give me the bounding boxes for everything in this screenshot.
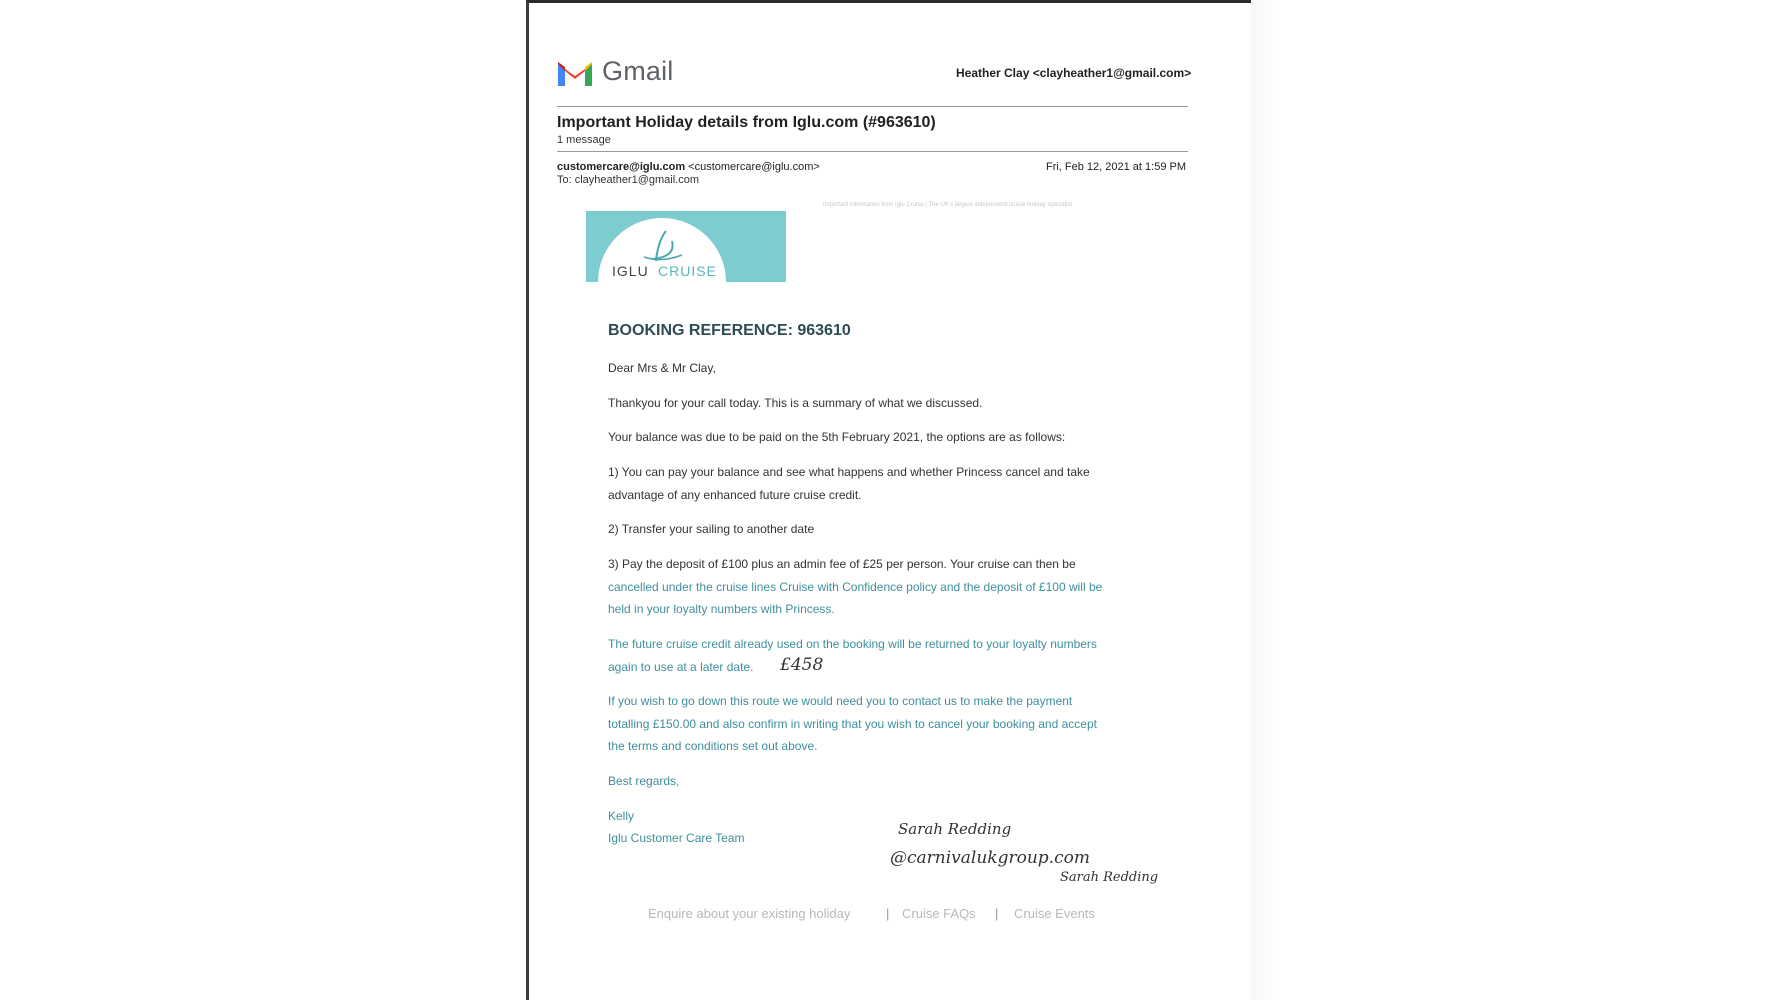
- future-credit-paragraph: [608, 633, 1128, 678]
- signer-name: Kelly: [608, 809, 635, 823]
- logo-text-cruise: CRUISE: [658, 263, 717, 279]
- message-count: 1 message: [557, 134, 611, 146]
- sender: [557, 161, 820, 173]
- logo-text-iglu: IGLU: [612, 263, 649, 279]
- gmail-logo-icon: [556, 58, 594, 88]
- payment-line-3: the terms and conditions set out above.: [608, 739, 818, 753]
- footer-link-faqs[interactable]: Cruise FAQs: [902, 906, 976, 921]
- handwritten-name: Sarah Redding: [898, 820, 1012, 838]
- payment-paragraph: [608, 690, 1128, 758]
- payment-line-2: totalling £150.00 and also confirm in writing that you wish to cancel your booking and accept: [608, 716, 1097, 731]
- future-credit-line-1: The future cruise credit already used on the booking will be returned to your loyalty numbers: [608, 637, 1097, 651]
- page-shadow: [1251, 0, 1778, 1000]
- paragraph-balance: Your balance was due to be paid on the 5th February 2021, the options are as follows:: [608, 430, 1066, 444]
- footer-link-existing-holiday[interactable]: Enquire about your existing holiday: [648, 906, 851, 921]
- option-3-line-3: held in your loyalty numbers with Princess.: [608, 602, 835, 616]
- sent-date: Fri, Feb 12, 2021 at 1:59 PM: [1045, 161, 1186, 173]
- account-name: Heather Clay <clayheather1@gmail.com>: [956, 66, 1192, 80]
- paragraph-summary: Thankyou for your call today. This is a summary of what we discussed.: [608, 396, 983, 410]
- sign-off: Best regards,: [608, 774, 680, 788]
- header-divider: [557, 106, 1188, 107]
- option-3: [608, 553, 1128, 621]
- iglu-cruise-logo: [586, 211, 786, 282]
- sender-address: customercare@iglu.com: [557, 161, 686, 173]
- future-credit-line-2: again to use at a later date.: [608, 659, 754, 674]
- option-2: 2) Transfer your sailing to another date: [608, 522, 815, 536]
- option-1-line-2: advantage of any enhanced future cruise credit.: [608, 487, 862, 502]
- email-subject: Important Holiday details from Iglu.com (#963610): [557, 114, 936, 131]
- footer-link-events[interactable]: Cruise Events: [1014, 906, 1095, 921]
- booking-reference: BOOKING REFERENCE: 963610: [608, 322, 851, 339]
- payment-line-1: If you wish to go down this route we would need you to contact us to make the payment: [608, 694, 1073, 708]
- footer-separator: |: [995, 906, 999, 921]
- handwritten-email: @carnivalukgroup.com: [890, 848, 1090, 868]
- greeting: Dear Mrs & Mr Clay,: [608, 361, 716, 375]
- handwritten-signature: Sarah Redding: [1060, 870, 1159, 885]
- subject-divider: [557, 151, 1188, 152]
- option-1-line-1: 1) You can pay your balance and see what happens and whether Princess cancel and take: [608, 465, 1090, 479]
- recipient: To: clayheather1@gmail.com: [557, 174, 700, 186]
- option-3-line-1: 3) Pay the deposit of £100 plus an admin fee of £25 per person. Your cruise can then be: [608, 557, 1076, 571]
- handwritten-amount: £458: [780, 655, 824, 675]
- option-3-line-2: cancelled under the cruise lines Cruise with Confidence policy and the deposit of £100 will be: [608, 579, 1103, 594]
- option-1: [608, 461, 1128, 506]
- gmail-brand: Gmail: [602, 56, 674, 86]
- footer-separator: |: [886, 906, 890, 921]
- preheader-text: Important information from Iglu Cruise | The UK's largest independent cruise holiday specialist: [823, 202, 1073, 208]
- signer-team: Iglu Customer Care Team: [608, 831, 745, 845]
- sender-detail: <customercare@iglu.com>: [688, 161, 820, 173]
